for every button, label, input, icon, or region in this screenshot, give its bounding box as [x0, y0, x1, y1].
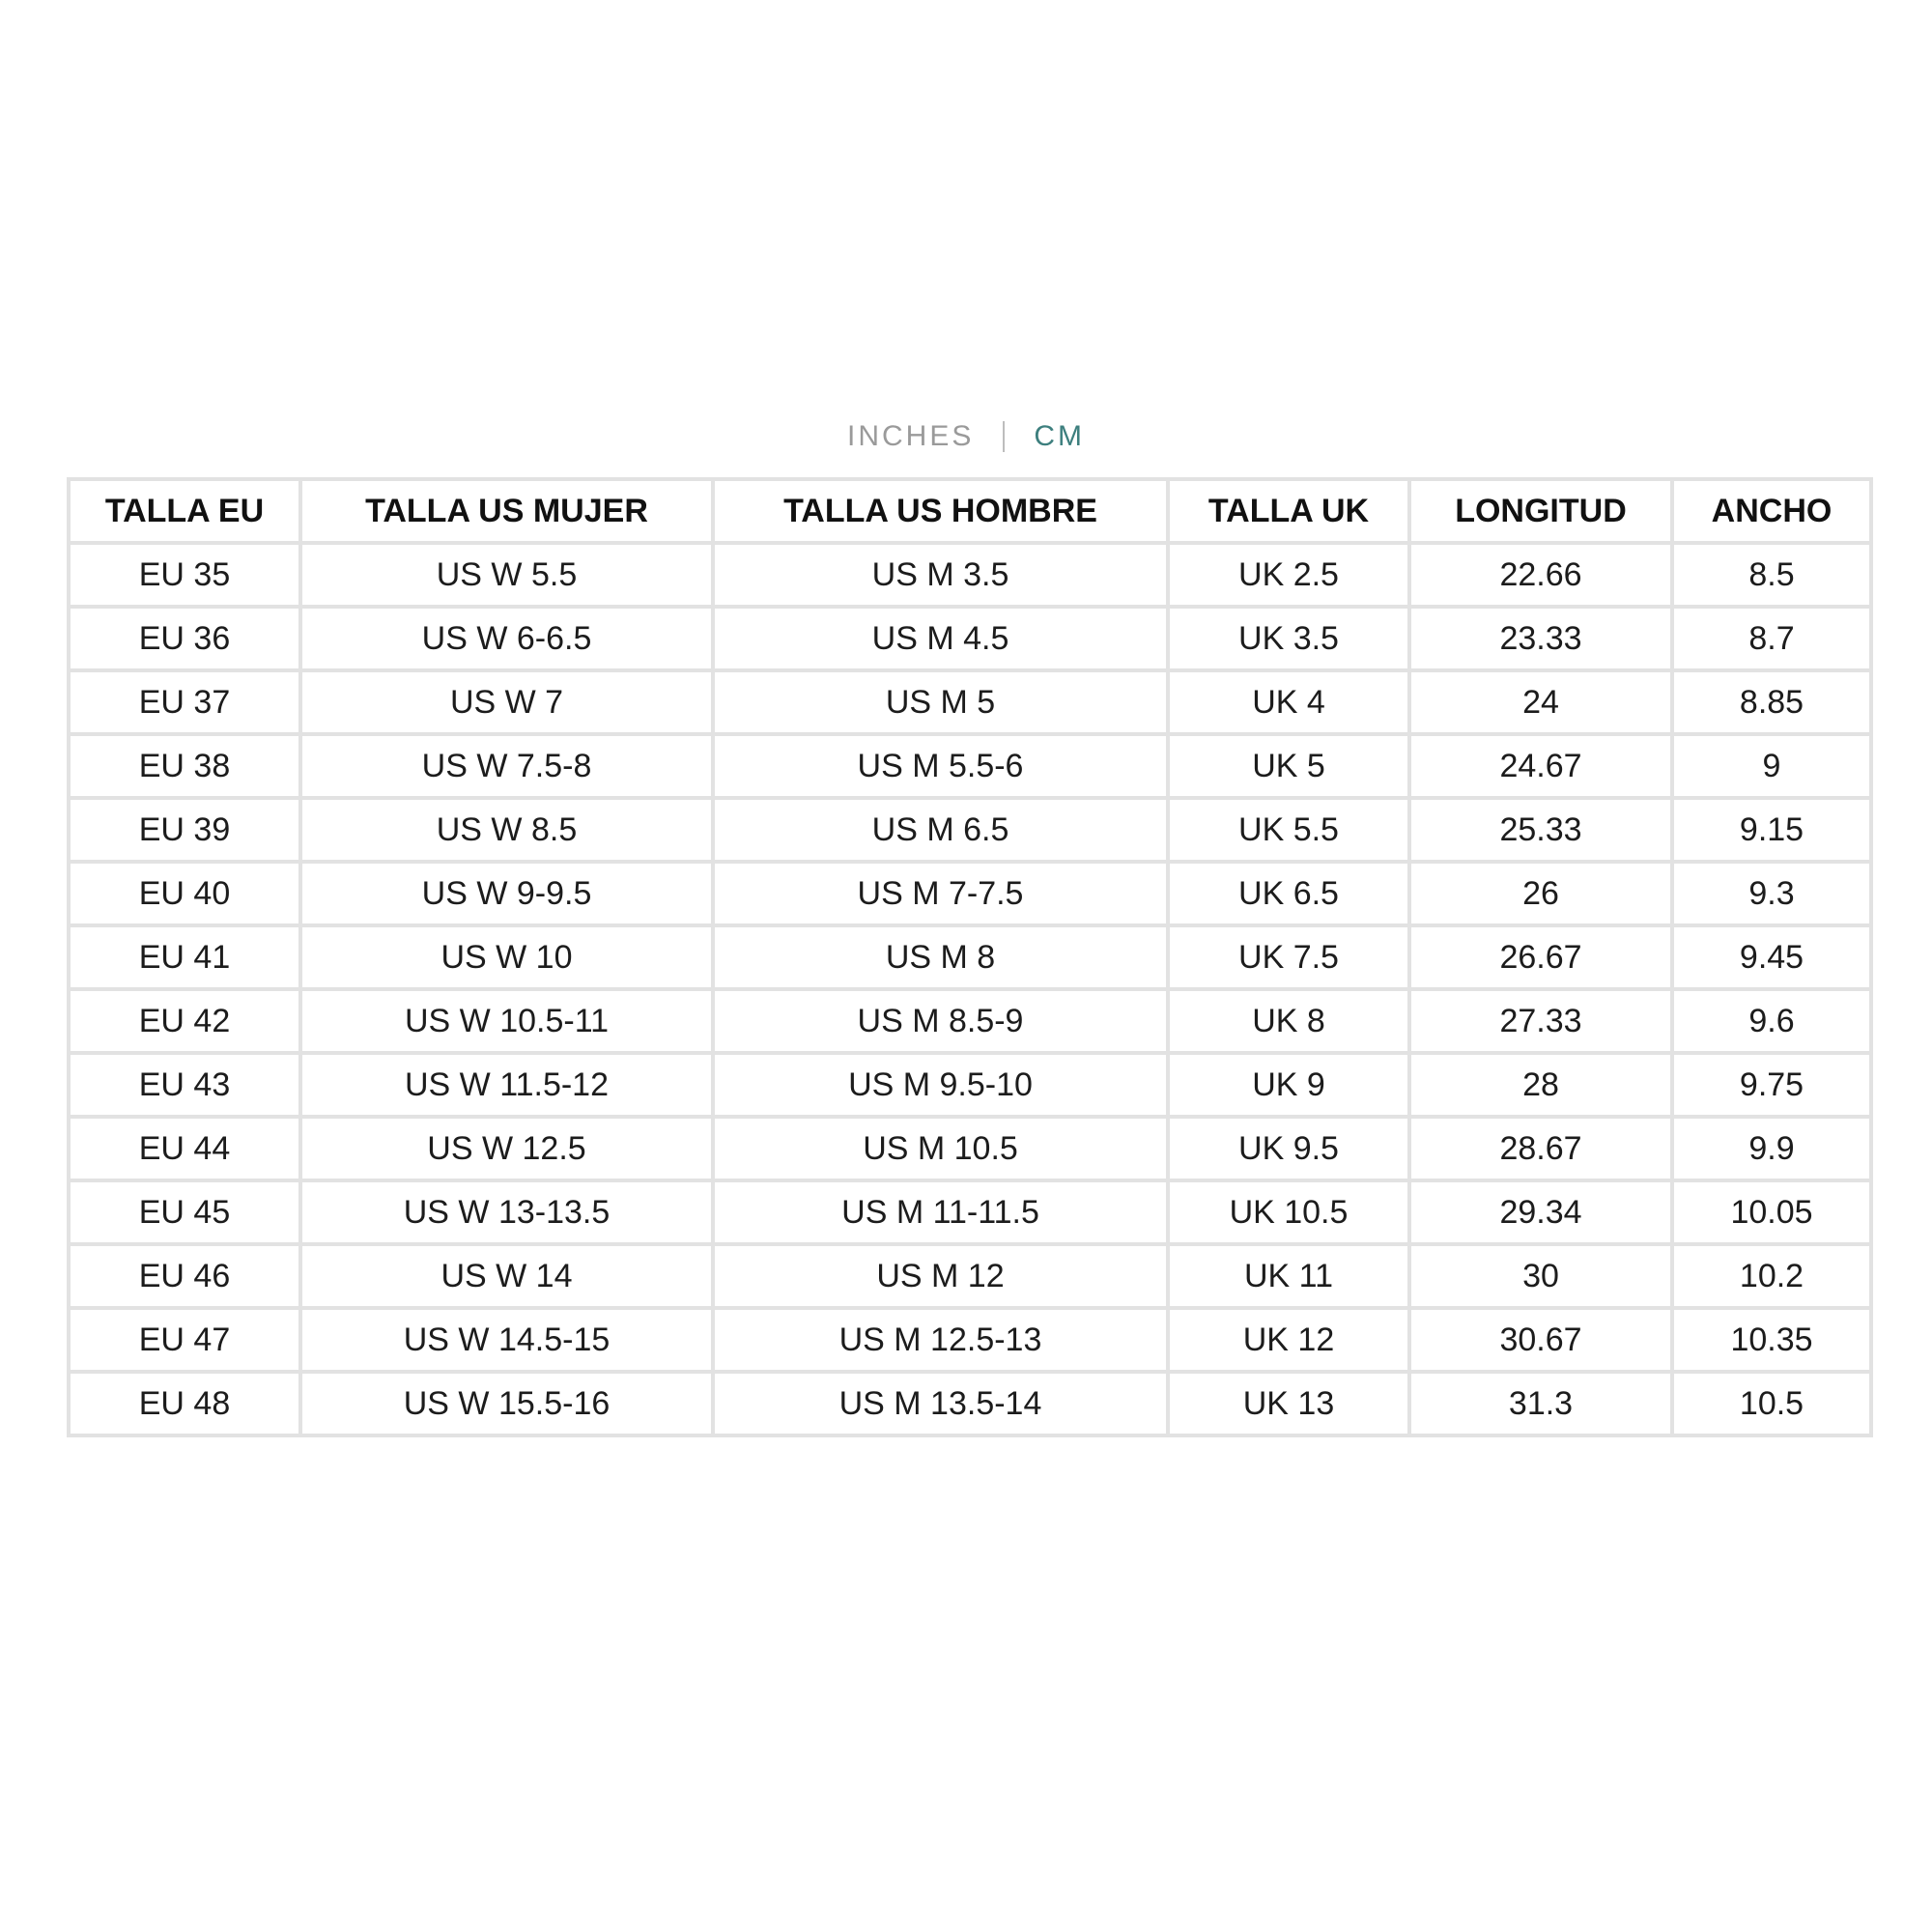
- talla-eu-cell: EU 40: [69, 862, 300, 925]
- talla-us-hombre-cell: US M 8: [713, 925, 1168, 989]
- talla-eu-cell: EU 47: [69, 1308, 300, 1372]
- ancho-cell: 10.2: [1672, 1244, 1871, 1308]
- talla-uk-cell: UK 2.5: [1168, 543, 1409, 607]
- ancho-cell: 9.9: [1672, 1117, 1871, 1180]
- talla-eu-cell: EU 36: [69, 607, 300, 670]
- ancho-cell: 9: [1672, 734, 1871, 798]
- table-row: [69, 670, 1871, 734]
- talla-uk-cell: UK 11: [1168, 1244, 1409, 1308]
- longitud-cell: 22.66: [1409, 543, 1672, 607]
- header-ancho: ANCHO: [1672, 479, 1871, 543]
- talla-uk-cell: UK 5.5: [1168, 798, 1409, 862]
- longitud-cell: 23.33: [1409, 607, 1672, 670]
- talla-uk-cell: UK 3.5: [1168, 607, 1409, 670]
- longitud-cell: 30: [1409, 1244, 1672, 1308]
- ancho-cell: 9.45: [1672, 925, 1871, 989]
- talla-us-mujer-cell: US W 7: [300, 670, 713, 734]
- talla-us-mujer-cell: US W 14.5-15: [300, 1308, 713, 1372]
- unit-toggle: [0, 417, 1932, 456]
- talla-us-mujer-cell: US W 8.5: [300, 798, 713, 862]
- size-chart-table: [67, 477, 1873, 1437]
- header-talla-eu: TALLA EU: [69, 479, 300, 543]
- table-row: [69, 1308, 1871, 1372]
- talla-uk-cell: UK 9: [1168, 1053, 1409, 1117]
- talla-eu-cell: EU 44: [69, 1117, 300, 1180]
- talla-uk-cell: UK 10.5: [1168, 1180, 1409, 1244]
- table-row: [69, 1180, 1871, 1244]
- talla-us-hombre-cell: US M 13.5-14: [713, 1372, 1168, 1435]
- talla-us-mujer-cell: US W 6-6.5: [300, 607, 713, 670]
- cm-option[interactable]: CM: [1034, 420, 1085, 452]
- table-header-row: [69, 479, 1871, 543]
- talla-us-hombre-cell: US M 12.5-13: [713, 1308, 1168, 1372]
- talla-us-mujer-cell: US W 10: [300, 925, 713, 989]
- table-body: [69, 543, 1871, 1435]
- longitud-cell: 24.67: [1409, 734, 1672, 798]
- talla-uk-cell: UK 9.5: [1168, 1117, 1409, 1180]
- talla-us-mujer-cell: US W 15.5-16: [300, 1372, 713, 1435]
- table-row: [69, 862, 1871, 925]
- table-row: [69, 734, 1871, 798]
- longitud-cell: 30.67: [1409, 1308, 1672, 1372]
- talla-uk-cell: UK 5: [1168, 734, 1409, 798]
- ancho-cell: 9.3: [1672, 862, 1871, 925]
- talla-eu-cell: EU 48: [69, 1372, 300, 1435]
- talla-us-hombre-cell: US M 8.5-9: [713, 989, 1168, 1053]
- table-row: [69, 989, 1871, 1053]
- talla-eu-cell: EU 45: [69, 1180, 300, 1244]
- ancho-cell: 10.5: [1672, 1372, 1871, 1435]
- talla-us-mujer-cell: US W 14: [300, 1244, 713, 1308]
- talla-us-mujer-cell: US W 13-13.5: [300, 1180, 713, 1244]
- talla-us-mujer-cell: US W 12.5: [300, 1117, 713, 1180]
- talla-us-hombre-cell: US M 5.5-6: [713, 734, 1168, 798]
- talla-eu-cell: EU 46: [69, 1244, 300, 1308]
- talla-us-hombre-cell: US M 9.5-10: [713, 1053, 1168, 1117]
- longitud-cell: 28: [1409, 1053, 1672, 1117]
- talla-us-mujer-cell: US W 9-9.5: [300, 862, 713, 925]
- talla-us-hombre-cell: US M 3.5: [713, 543, 1168, 607]
- talla-eu-cell: EU 35: [69, 543, 300, 607]
- ancho-cell: 8.5: [1672, 543, 1871, 607]
- header-talla-uk: TALLA UK: [1168, 479, 1409, 543]
- longitud-cell: 29.34: [1409, 1180, 1672, 1244]
- ancho-cell: 10.35: [1672, 1308, 1871, 1372]
- talla-eu-cell: EU 38: [69, 734, 300, 798]
- longitud-cell: 27.33: [1409, 989, 1672, 1053]
- table-row: [69, 1244, 1871, 1308]
- talla-eu-cell: EU 42: [69, 989, 300, 1053]
- talla-uk-cell: UK 13: [1168, 1372, 1409, 1435]
- talla-uk-cell: UK 8: [1168, 989, 1409, 1053]
- talla-us-hombre-cell: US M 10.5: [713, 1117, 1168, 1180]
- talla-us-hombre-cell: US M 4.5: [713, 607, 1168, 670]
- ancho-cell: 10.05: [1672, 1180, 1871, 1244]
- talla-us-hombre-cell: US M 6.5: [713, 798, 1168, 862]
- ancho-cell: 9.75: [1672, 1053, 1871, 1117]
- talla-uk-cell: UK 12: [1168, 1308, 1409, 1372]
- talla-us-hombre-cell: US M 7-7.5: [713, 862, 1168, 925]
- ancho-cell: 8.85: [1672, 670, 1871, 734]
- ancho-cell: 9.6: [1672, 989, 1871, 1053]
- talla-us-mujer-cell: US W 7.5-8: [300, 734, 713, 798]
- longitud-cell: 26.67: [1409, 925, 1672, 989]
- table-row: [69, 925, 1871, 989]
- header-talla-us-hombre: TALLA US HOMBRE: [713, 479, 1168, 543]
- talla-us-hombre-cell: US M 12: [713, 1244, 1168, 1308]
- talla-uk-cell: UK 6.5: [1168, 862, 1409, 925]
- table-row: [69, 607, 1871, 670]
- longitud-cell: 25.33: [1409, 798, 1672, 862]
- table-row: [69, 1117, 1871, 1180]
- header-longitud: LONGITUD: [1409, 479, 1672, 543]
- ancho-cell: 8.7: [1672, 607, 1871, 670]
- unit-separator: [1003, 421, 1005, 452]
- inches-option[interactable]: INCHES: [846, 420, 975, 452]
- longitud-cell: 24: [1409, 670, 1672, 734]
- longitud-cell: 28.67: [1409, 1117, 1672, 1180]
- talla-eu-cell: EU 41: [69, 925, 300, 989]
- table-row: [69, 1372, 1871, 1435]
- talla-uk-cell: UK 4: [1168, 670, 1409, 734]
- table-row: [69, 1053, 1871, 1117]
- table-row: [69, 798, 1871, 862]
- longitud-cell: 26: [1409, 862, 1672, 925]
- ancho-cell: 9.15: [1672, 798, 1871, 862]
- talla-uk-cell: UK 7.5: [1168, 925, 1409, 989]
- talla-eu-cell: EU 37: [69, 670, 300, 734]
- talla-us-mujer-cell: US W 11.5-12: [300, 1053, 713, 1117]
- talla-us-mujer-cell: US W 5.5: [300, 543, 713, 607]
- talla-eu-cell: EU 43: [69, 1053, 300, 1117]
- talla-us-hombre-cell: US M 5: [713, 670, 1168, 734]
- talla-eu-cell: EU 39: [69, 798, 300, 862]
- longitud-cell: 31.3: [1409, 1372, 1672, 1435]
- talla-us-mujer-cell: US W 10.5-11: [300, 989, 713, 1053]
- table-row: [69, 543, 1871, 607]
- header-talla-us-mujer: TALLA US MUJER: [300, 479, 713, 543]
- talla-us-hombre-cell: US M 11-11.5: [713, 1180, 1168, 1244]
